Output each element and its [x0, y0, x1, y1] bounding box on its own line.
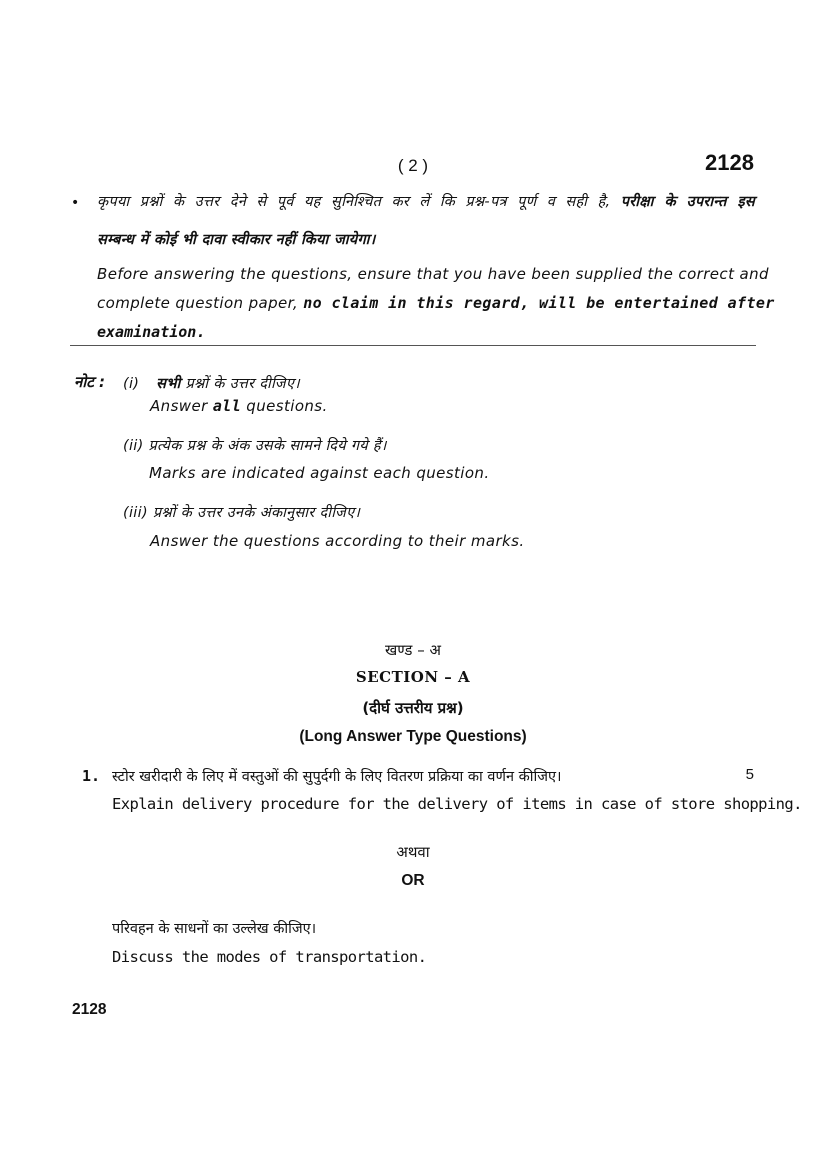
note-item-1-hindi [123, 373, 300, 393]
instruction-hindi-text: कृपया प्रश्नों के उत्तर देने से पूर्व यह सुनिश्चित कर लें कि प्रश्न-पत्र पूर्ण व सही है, [97, 194, 611, 210]
note-item-2-english: Marks are indicated against each question. [149, 464, 490, 482]
question-number: 1. [82, 767, 101, 785]
question-english: Explain delivery procedure for the delivery of items in case of store shopping. [112, 795, 802, 813]
note-marker-3: (iii) [123, 505, 148, 521]
note-item-1-english [150, 397, 328, 415]
section-hindi-title: खण्ड – अ [385, 641, 441, 659]
question-hindi: स्टोर खरीदारी के लिए में वस्तुओं की सुपुर्दगी के लिए वितरण प्रक्रिया का वर्णन कीजिए। [112, 769, 562, 785]
note-item-3-english: Answer the questions according to their marks. [150, 532, 525, 550]
alt-question-english: Discuss the modes of transportation. [112, 948, 427, 966]
instruction-hindi-line-1 [97, 191, 755, 211]
instruction-english-line-1: Before answering the questions, ensure that you have been supplied the correct and [97, 265, 769, 283]
page-number: ( 2 ) [397, 156, 429, 175]
instruction-hindi-bold-2: सम्बन्ध में कोई भी दावा स्वीकार नहीं किया जायेगा। [97, 232, 376, 248]
or-english: OR [401, 872, 425, 889]
section-hindi-subtitle: (दीर्घ उत्तरीय प्रश्न) [362, 699, 464, 717]
instruction-english-text: complete question paper, [97, 294, 299, 312]
note-item-3-hindi [123, 502, 360, 522]
note-hindi-bold-1: सभी [156, 376, 181, 392]
note-label: नोट : [74, 373, 105, 391]
note-english-post-1: questions. [246, 397, 328, 415]
note-item-2-hindi [123, 435, 387, 455]
bullet-icon: • [71, 195, 80, 211]
paper-code: 2128 [705, 150, 754, 175]
instruction-hindi-line-2 [97, 229, 376, 249]
question-marks: 5 [745, 766, 754, 783]
instruction-hindi-bold: परीक्षा के उपरान्त इस [620, 194, 756, 210]
instruction-english-line-2 [97, 294, 775, 312]
or-hindi: अथवा [396, 843, 430, 861]
divider [70, 345, 756, 346]
instruction-english-bold: no claim in this regard, will be entertained after [303, 294, 775, 312]
note-english-bold-1: all [212, 397, 242, 415]
note-english-pre-1: Answer [150, 397, 208, 415]
note-marker-2: (ii) [123, 438, 144, 454]
note-hindi-1: प्रश्नों के उत्तर दीजिए। [185, 376, 300, 392]
alt-question-hindi: परिवहन के साधनों का उल्लेख कीजिए। [112, 921, 317, 937]
instruction-english-line-3: examination. [97, 323, 206, 341]
note-marker-1: (i) [123, 376, 140, 392]
section-english-title: SECTION – A [355, 668, 471, 686]
section-english-subtitle: (Long Answer Type Questions) [299, 728, 527, 745]
note-hindi-3: प्रश्नों के उत्तर उनके अंकानुसार दीजिए। [152, 505, 361, 521]
note-hindi-2: प्रत्येक प्रश्न के अंक उसके सामने दिये गये हैं। [148, 438, 387, 454]
footer-paper-code: 2128 [72, 1001, 107, 1018]
